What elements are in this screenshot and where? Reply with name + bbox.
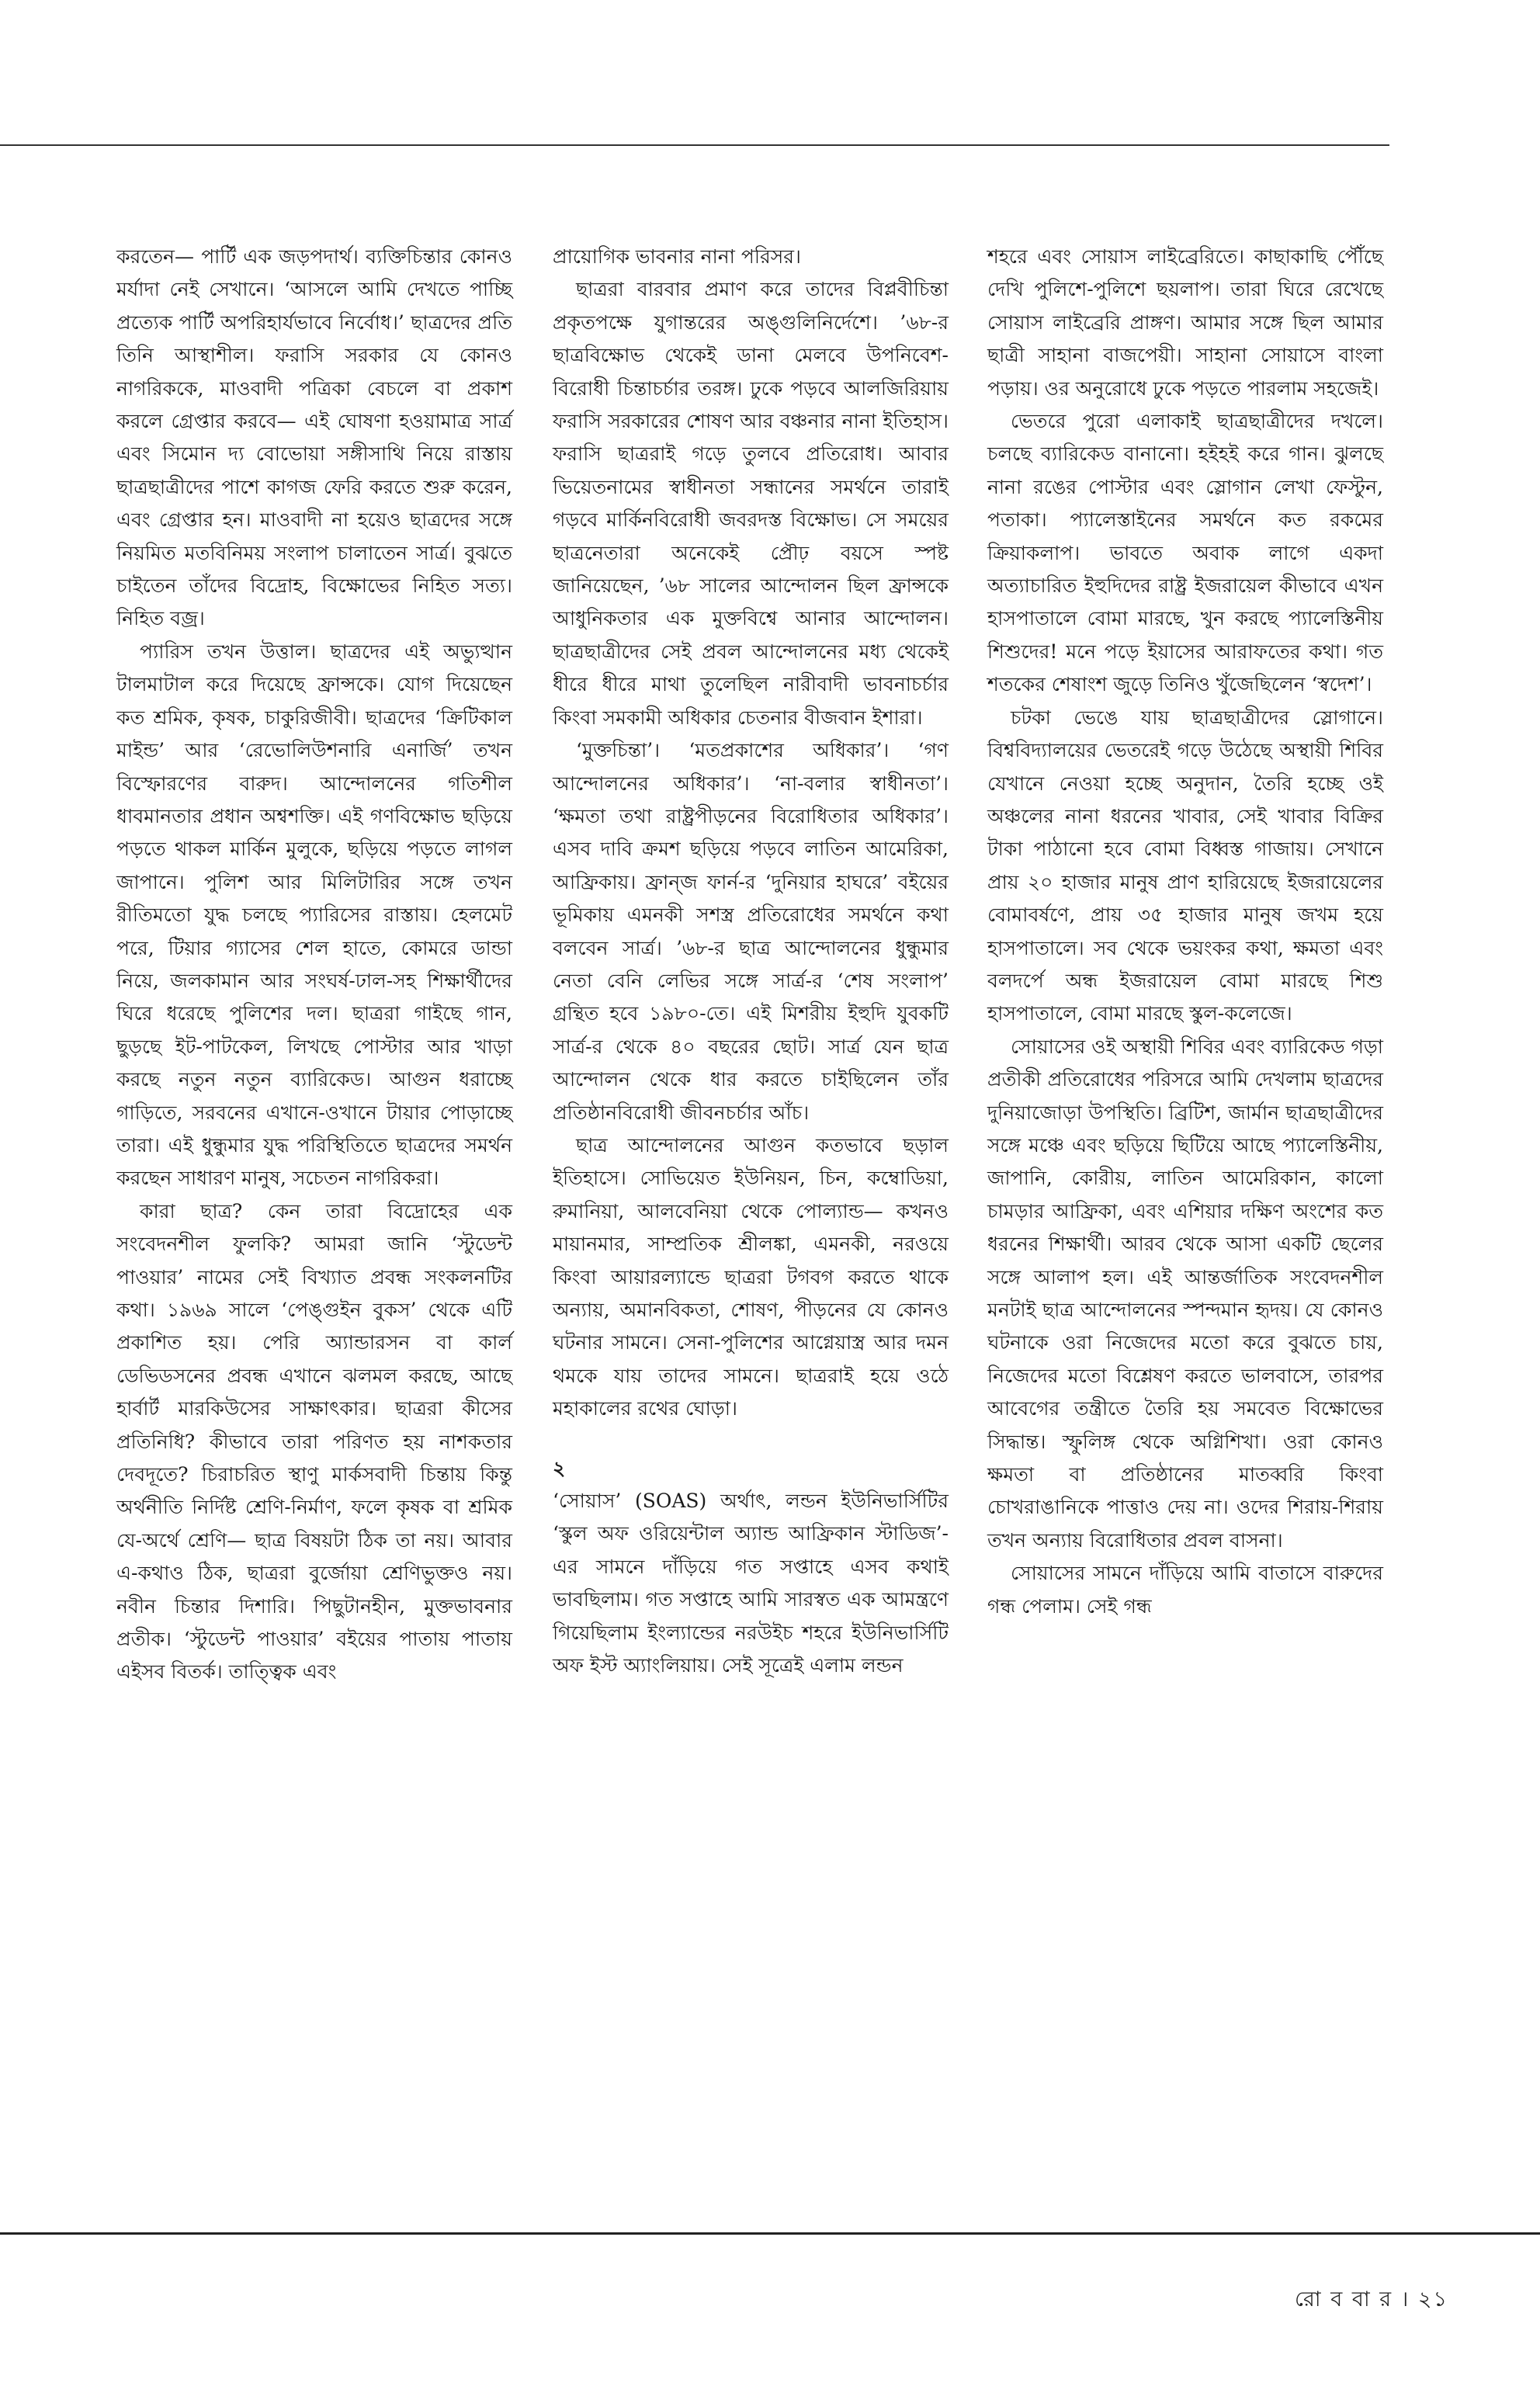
top-rule xyxy=(0,144,1389,146)
page-footer: রো ব বা র । ২১ xyxy=(1294,2287,1448,2311)
paragraph: প্যারিস তখন উত্তাল। ছাত্রদের এই অভ্যুত্থান টালমাটাল করে দিয়েছে ফ্রান্সকে। যোগ দিয়েছেন কত শ্রমিক, কৃষক, চাকুরিজীবী। ছাত্রদের ‘ক্রিটিকাল মাইন্ড’ আর ‘রেভোলিউশনারি এনার্জি’ তখন বিস্ফোরণের বারুদ। আন্দোলনের গতিশীল ধাবমানতার প্রধান অশ্বশক্তি। এই গণবিক্ষোভ ছড়িয়ে পড়তে থাকল মার্কিন মুলুকে, ছড়িয়ে পড়তে লাগল জাপানে। পুলিশ আর মিলিটারির সঙ্গে তখন রীতিমতো যুদ্ধ চলছে প্যারিসের রাস্তায়। হেলমেট পরে, টিয়ার গ্যাসের শেল হাতে, কোমরে ডান্ডা নিয়ে, জলকামান আর সংঘর্ষ-ঢাল-সহ শিক্ষার্থীদের ঘিরে ধরেছে পুলিশের দল। ছাত্ররা গাইছে গান, ছুড়ছে ইট-পাটকেল, লিখছে পোস্টার আর খাড়া করছে নতুন নতুন ব্যারিকেড। আগুন ধরাচ্ছে গাড়িতে, সরবনের এখানে-ওখানে টায়ার পোড়াচ্ছে তারা। এই ধুন্ধুমার যুদ্ধ পরিস্থিতিতে ছাত্রদের সমর্থন করছেন সাধারণ মানুষ, সচেতন নাগরিকরা। xyxy=(116,640,512,1190)
paragraph: ‘সোয়াস’ (SOAS) অর্থাৎ, লন্ডন ইউনিভার্সিটির ‘স্কুল অফ ওরিয়েন্টাল অ্যান্ড আফ্রিকান স্টাডিজ’-এর সামনে দাঁড়িয়ে গত সপ্তাহে এসব কথাই ভাবছিলাম। গত সপ্তাহে আমি সারস্বত এক আমন্ত্রণে গিয়েছিলাম ইংল্যান্ডের নরউইচ শহরে ইউনিভার্সিটি অফ ইস্ট অ্যাংলিয়ায়। সেই সূত্রেই এলাম লন্ডন xyxy=(553,1490,949,1677)
bottom-rule xyxy=(0,2232,1540,2235)
article-column-1 xyxy=(116,241,512,1689)
section-number: ২ xyxy=(553,1456,566,1479)
paragraph: কারা ছাত্র? কেন তারা বিদ্রোহের এক সংবেদনশীল ফুলকি? আমরা জানি ‘স্টুডেন্ট পাওয়ার’ নামের সেই বিখ্যাত প্রবন্ধ সংকলনটির কথা। ১৯৬৯ সালে ‘পেঙ্গুইন বুকস’ থেকে এটি প্রকাশিত হয়। পেরি অ্যান্ডারসন বা কার্ল ডেভিডসনের প্রবন্ধ এখানে ঝলমল করছে, আছে হার্বার্ট মারকিউসের সাক্ষাৎকার। ছাত্ররা কীসের প্রতিনিধি? কীভাবে তারা পরিণত হয় নাশকতার দেবদূতে? চিরাচরিত স্থাণু মার্কসবাদী চিন্তায় কিন্তু অর্থনীতি নির্দিষ্ট শ্রেণি-নির্মাণ, ফলে কৃষক বা শ্রমিক যে-অর্থে শ্রেণি— ছাত্র বিষয়টা ঠিক তা নয়। আবার এ-কথাও ঠিক, ছাত্ররা বুর্জোয়া শ্রেণিভুক্তও নয়। নবীন চিন্তার দিশারি। পিছুটানহীন, মুক্তভাবনার প্রতীক। ‘স্টুডেন্ট পাওয়ার’ বইয়ের পাতায় পাতায় এইসব বিতর্ক। তাত্ত্বিক এবং xyxy=(116,1199,512,1684)
article-column-2 xyxy=(553,241,949,1682)
paragraph: ছাত্র আন্দোলনের আগুন কতভাবে ছড়াল ইতিহাসে। সোভিয়েত ইউনিয়ন, চিন, কম্বোডিয়া, রুমানিয়া, আলবেনিয়া থেকে পোল্যান্ড— কখনও মায়ানমার, সাম্প্রতিক শ্রীলঙ্কা, এমনকী, নরওয়ে কিংবা আয়ারল্যান্ডে ছাত্ররা টগবগ করতে থাকে অন্যায়, অমানবিকতা, শোষণ, পীড়নের যে কোনও ঘটনার সামনে। সেনা-পুলিশের আগ্নেয়াস্ত্র আর দমন থমকে যায় তাদের সামনে। ছাত্ররাই হয়ে ওঠে মহাকালের রথের ঘোড়া। xyxy=(553,1133,949,1420)
paragraph: ছাত্ররা বারবার প্রমাণ করে তাদের বিপ্লবীচিন্তা প্রকৃতপক্ষে যুগান্তরের অঙ্গুলিনির্দেশে। ’৬৮-র ছাত্রবিক্ষোভ থেকেই ডানা মেলবে উপনিবেশ-বিরোধী চিন্তাচর্চার তরঙ্গ। ঢুকে পড়বে আলজিরিয়ায় ফরাসি সরকারের শোষণ আর বঞ্চনার নানা ইতিহাস। ফরাসি ছাত্ররাই গড়ে তুলবে প্রতিরোধ। আবার ভিয়েতনামের স্বাধীনতা সন্ধানের সমর্থনে তারাই গড়বে মার্কিনবিরোধী জবরদস্ত বিক্ষোভ। সে সময়ের ছাত্রনেতারা অনেকেই প্রৌঢ় বয়সে স্পষ্ট জানিয়েছেন, ’৬৮ সালের আন্দোলন ছিল ফ্রান্সকে আধুনিকতার এক মুক্তবিশ্বে আনার আন্দোলন। ছাত্রছাত্রীদের সেই প্রবল আন্দোলনের মধ্য থেকেই ধীরে ধীরে মাথা তুলেছিল নারীবাদী ভাবনাচর্চার কিংবা সমকামী অধিকার চেতনার বীজবান ইশারা। xyxy=(553,278,949,729)
paragraph: সোয়াসের ওই অস্থায়ী শিবির এবং ব্যারিকেড গড়া প্রতীকী প্রতিরোধের পরিসরে আমি দেখলাম ছাত্রদের দুনিয়াজোড়া উপস্থিতি। ব্রিটিশ, জার্মান ছাত্রছাত্রীদের সঙ্গে মঞ্চে এবং ছড়িয়ে ছিটিয়ে আছে প্যালেস্তিনীয়, জাপানি, কোরীয়, লাতিন আমেরিকান, কালো চামড়ার আফ্রিকা, এবং এশিয়ার দক্ষিণ অংশের কত ধরনের শিক্ষার্থী। আরব থেকে আসা একটি ছেলের সঙ্গে আলাপ হল। এই আন্তর্জাতিক সংবেদনশীল মনটাই ছাত্র আন্দোলনের স্পন্দমান হৃদয়। যে কোনও ঘটনাকে ওরা নিজেদের মতো করে বুঝতে চায়, নিজেদের মতো বিশ্লেষণ করতে ভালবাসে, তারপর আবেগের তন্ত্রীতে তৈরি হয় সমবেত বিক্ষোভের সিদ্ধান্ত। স্ফুলিঙ্গ থেকে অগ্নিশিখা। ওরা কোনও ক্ষমতা বা প্রতিষ্ঠানের মাতব্বরি কিংবা চোখরাঙানিকে পাত্তাও দেয় না। ওদের শিরায়-শিরায় তখন অন্যায় বিরোধিতার প্রবল বাসনা। xyxy=(987,1035,1383,1552)
paragraph: শহরে এবং সোয়াস লাইব্রেরিতে। কাছাকাছি পৌঁছে দেখি পুলিশে-পুলিশে ছয়লাপ। তারা ঘিরে রেখেছে সোয়াস লাইব্রেরি প্রাঙ্গণ। আমার সঙ্গে ছিল আমার ছাত্রী সাহানা বাজপেয়ী। সাহানা সোয়াসে বাংলা পড়ায়। ওর অনুরোধে ঢুকে পড়তে পারলাম সহজেই। xyxy=(987,245,1383,400)
paragraph: ‘মুক্তচিন্তা’। ‘মতপ্রকাশের অধিকার’। ‘গণ আন্দোলনের অধিকার’। ‘না-বলার স্বাধীনতা’। ‘ক্ষমতা তথা রাষ্ট্রপীড়নের বিরোধিতার অধিকার’। এসব দাবি ক্রমশ ছড়িয়ে পড়বে লাতিন আমেরিকা, আফ্রিকায়। ফ্রান্জ ফার্ন-র ‘দুনিয়ার হাঘরে’ বইয়ের ভূমিকায় এমনকী সশস্ত্র প্রতিরোধের সমর্থনে কথা বলবেন সার্ত্র। ’৬৮-র ছাত্র আন্দোলনের ধুন্ধুমার নেতা বেনি লেভির সঙ্গে সার্ত্র-র ‘শেষ সংলাপ’ গ্রন্থিত হবে ১৯৮০-তে। এই মিশরীয় ইহুদি যুবকটি সার্ত্র-র থেকে ৪০ বছরের ছোট। সার্ত্র যেন ছাত্র আন্দোলন থেকে ধার করতে চাইছিলেন তাঁর প্রতিষ্ঠানবিরোধী জীবনচর্চার আঁচ। xyxy=(553,739,949,1124)
article-column-3 xyxy=(987,241,1383,1623)
paragraph: ভেতরে পুরো এলাকাই ছাত্রছাত্রীদের দখলে। চলছে ব্যারিকেড বানানো। হইহই করে গান। ঝুলছে নানা রঙের পোস্টার এবং স্লোগান লেখা ফেস্টুন, পতাকা। প্যালেস্তাইনের সমর্থনে কত রকমের ক্রিয়াকলাপ। ভাবতে অবাক লাগে একদা অত্যাচারিত ইহুদিদের রাষ্ট্র ইজরায়েল কীভাবে এখন হাসপাতালে বোমা মারছে, খুন করছে প্যালেস্তিনীয় শিশুদের! মনে পড়ে ইয়াসের আরাফতের কথা। গত শতকের শেষাংশ জুড়ে তিনিও খুঁজেছিলেন ‘স্বদেশ’। xyxy=(987,410,1383,696)
paragraph: করতেন— পার্টি এক জড়পদার্থ। ব্যক্তিচিন্তার কোনও মর্যাদা নেই সেখানে। ‘আসলে আমি দেখতে পাচ্ছি প্রত্যেক পার্টি অপরিহার্যভাবে নির্বোধ।’ ছাত্রদের প্রতি তিনি আস্থাশীল। ফরাসি সরকার যে কোনও নাগরিককে, মাওবাদী পত্রিকা বেচলে বা প্রকাশ করলে গ্রেপ্তার করবে— এই ঘোষণা হওয়ামাত্র সার্ত্র এবং সিমোন দ্য বোভোয়া সঙ্গীসাথি নিয়ে রাস্তায় ছাত্রছাত্রীদের পাশে কাগজ ফেরি করতে শুরু করেন, এবং গ্রেপ্তার হন। মাওবাদী না হয়েও ছাত্রদের সঙ্গে নিয়মিত মতবিনিময় সংলাপ চালাতেন সার্ত্র। বুঝতে চাইতেন তাঁদের বিদ্রোহ, বিক্ষোভের নিহিত সত্য। নিহিত বজ্র। xyxy=(116,245,512,630)
paragraph: চটকা ভেঙে যায় ছাত্রছাত্রীদের স্লোগানে। বিশ্ববিদ্যালয়ের ভেতরেই গড়ে উঠেছে অস্থায়ী শিবির যেখানে নেওয়া হচ্ছে অনুদান, তৈরি হচ্ছে ওই অঞ্চলের নানা ধরনের খাবার, সেই খাবার বিক্রির টাকা পাঠানো হবে বোমা বিধ্বস্ত গাজায়। সেখানে প্রায় ২০ হাজার মানুষ প্রাণ হারিয়েছে ইজরায়েলের বোমাবর্ষণে, প্রায় ৩৫ হাজার মানুষ জখম হয়ে হাসপাতালে। সব থেকে ভয়ংকর কথা, ক্ষমতা এবং বলদর্পে অন্ধ ইজরায়েল বোমা মারছে শিশু হাসপাতালে, বোমা মারছে স্কুল-কলেজে। xyxy=(987,706,1383,1025)
paragraph: সোয়াসের সামনে দাঁড়িয়ে আমি বাতাসে বারুদের গন্ধ পেলাম। সেই গন্ধ xyxy=(987,1562,1383,1618)
paragraph: প্রায়োগিক ভাবনার নানা পরিসর। xyxy=(553,245,801,268)
section-gap xyxy=(553,1426,949,1452)
